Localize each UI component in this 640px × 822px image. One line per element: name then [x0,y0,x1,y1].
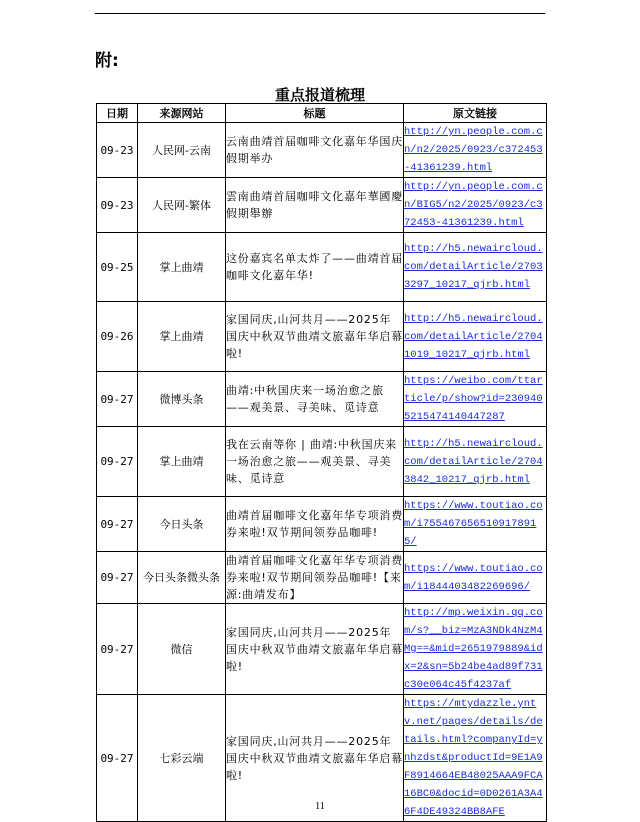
row-headline: 云南曲靖首届咖啡文化嘉年华国庆假期举办 [226,123,404,178]
article-link[interactable]: https://mtydazzle.yntv.net/pages/details/details.html?companyId=ynhzdst&productId=9E1A9F8914664EB48025AAA9FCA16BC0&docid=0D0261A3A46F4DE49324BB8AFE [404,698,543,818]
column-header-source: 来源网站 [138,104,226,123]
row-source: 微信 [138,604,226,695]
table-row [97,427,547,497]
row-date: 09-27 [97,604,138,695]
row-headline: 家国同庆,山河共月——2025年国庆中秋双节曲靖文旅嘉年华启幕啦! [226,302,404,372]
row-link-cell [404,604,547,695]
article-link[interactable]: https://www.toutiao.com/i1844403482269696/ [404,562,543,593]
row-source: 人民网-云南 [138,123,226,178]
appendix-label: 附: [95,51,119,71]
row-date: 09-23 [97,123,138,178]
row-date: 09-27 [97,497,138,552]
row-headline: 曲靖:中秋国庆来一场治愈之旅——观美景、寻美味、觅诗意 [226,372,404,427]
row-headline: 我在云南等你 | 曲靖:中秋国庆来一场治愈之旅——观美景、寻美味、觅诗意 [226,427,404,497]
row-headline: 曲靖首届咖啡文化嘉年华专项消费券来啦!双节期间领券品咖啡!【来源:曲靖发布】 [226,552,404,604]
row-source: 人民网-繁体 [138,178,226,233]
row-source: 掌上曲靖 [138,302,226,372]
row-source: 今日头条 [138,497,226,552]
table-row [97,178,547,233]
row-headline: 雲南曲靖首屆咖啡文化嘉年華國慶假期舉辦 [226,178,404,233]
table-header-row [97,104,547,123]
row-source: 今日头条微头条 [138,552,226,604]
table-row [97,233,547,302]
article-link[interactable]: https://www.toutiao.com/i7554676565109178915/ [404,500,543,548]
article-link[interactable]: http://yn.people.com.cn/n2/2025/0923/c372453-41361239.html [404,126,543,174]
row-source: 掌上曲靖 [138,233,226,302]
table-row [97,604,547,695]
row-headline: 这份嘉宾名单太炸了——曲靖首届咖啡文化嘉年华! [226,233,404,302]
article-link[interactable]: http://yn.people.com.cn/BIG5/n2/2025/0923/c372453-41361239.html [404,181,543,229]
report-table [96,103,547,822]
column-header-link: 原文链接 [404,104,547,123]
article-link[interactable]: http://mp.weixin.qq.com/s?__biz=MzA3NDk4NzM4Mg==&mid=2651979889&idx=2&sn=5b24be4ad89f731c30e064c45f4237af [404,607,543,691]
row-date: 09-25 [97,233,138,302]
row-link-cell [404,497,547,552]
article-link[interactable]: http://h5.newaircloud.com/detailArticle/27033297_10217_qjrb.html [404,243,543,291]
table-row [97,302,547,372]
row-source: 微博头条 [138,372,226,427]
table-row [97,123,547,178]
table-row [97,497,547,552]
row-date: 09-27 [97,552,138,604]
row-link-cell [404,552,547,604]
row-date: 09-27 [97,372,138,427]
row-date: 09-27 [97,427,138,497]
row-headline: 家国同庆,山河共月——2025年国庆中秋双节曲靖文旅嘉年华启幕啦! [226,604,404,695]
column-header-date: 日期 [97,104,138,123]
row-link-cell [404,302,547,372]
table-title: 重点报道梳理 [274,86,365,104]
row-headline: 曲靖首届咖啡文化嘉年华专项消费券来啦!双节期间领券品咖啡! [226,497,404,552]
header-rule [95,13,545,14]
article-link[interactable]: http://h5.newaircloud.com/detailArticle/27041019_10217_qjrb.html [404,312,543,361]
article-link[interactable]: https://weibo.com/ttarticle/p/show?id=2309405215474140447287 [404,375,543,423]
row-source: 掌上曲靖 [138,427,226,497]
row-link-cell [404,178,547,233]
row-headline: 家国同庆,山河共月——2025年国庆中秋双节曲靖文旅嘉年华启幕啦! [226,695,404,822]
row-link-cell [404,123,547,178]
row-source: 七彩云端 [138,695,226,822]
row-link-cell [404,427,547,497]
row-link-cell [404,372,547,427]
table-row [97,372,547,427]
row-date: 09-23 [97,178,138,233]
row-date: 09-27 [97,695,138,822]
row-link-cell [404,233,547,302]
row-date: 09-26 [97,302,138,372]
article-link[interactable]: http://h5.newaircloud.com/detailArticle/27043842_10217_qjrb.html [404,437,543,486]
page-number: 11 [315,801,325,812]
column-header-headline: 标题 [226,104,404,123]
table-row [97,552,547,604]
